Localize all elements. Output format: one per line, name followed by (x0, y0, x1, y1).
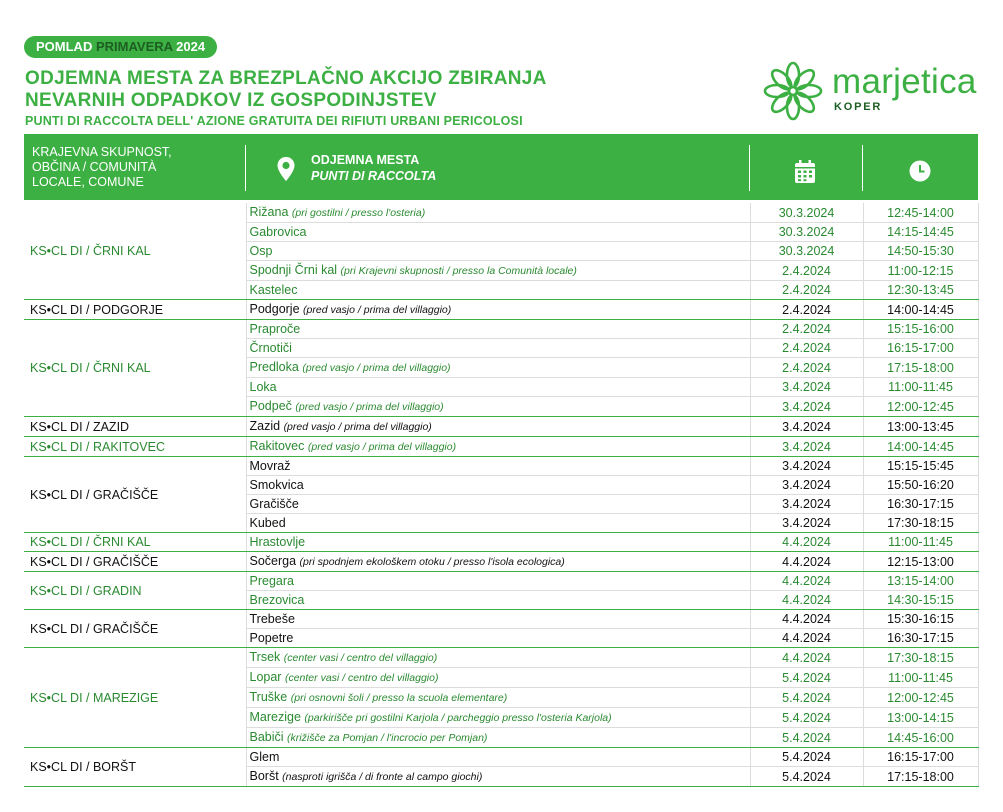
location-name: Sočerga (249, 554, 297, 568)
location-cell (246, 572, 750, 591)
date-cell: 2.4.2024 (750, 300, 863, 320)
title-line-2: NEVARNIH ODPADKOV IZ GOSPODINJSTEV (25, 90, 437, 111)
time-cell: 12:00-12:45 (863, 688, 978, 708)
time-cell: 13:15-14:00 (863, 572, 978, 591)
location-name: Trsek (249, 650, 281, 664)
location-cell (246, 457, 750, 476)
time-cell: 14:15-14:45 (863, 223, 978, 242)
header-divider (245, 145, 246, 191)
area-cell: KS•CL DI / GRAČIŠČE (24, 457, 246, 533)
date-cell: 30.3.2024 (750, 223, 863, 242)
time-cell: 16:30-17:15 (863, 495, 978, 514)
date-cell: 4.4.2024 (750, 610, 863, 629)
location-cell (246, 223, 750, 242)
date-cell: 4.4.2024 (750, 629, 863, 648)
time-cell: 13:00-14:15 (863, 708, 978, 728)
time-cell: 11:00-12:15 (863, 261, 978, 281)
date-cell: 4.4.2024 (750, 648, 863, 668)
location-cell (246, 320, 750, 339)
location-note: (pred vasjo / prima del villaggio) (307, 441, 457, 453)
header-loc-title: ODJEMNA MESTA (311, 153, 420, 167)
location-name: Brezovica (249, 593, 305, 607)
table-row (24, 552, 978, 572)
date-cell: 5.4.2024 (750, 668, 863, 688)
time-cell: 12:45-14:00 (863, 203, 978, 223)
time-cell: 14:45-16:00 (863, 728, 978, 748)
table-row (24, 417, 978, 437)
location-name: Črnotiči (249, 341, 292, 355)
date-cell: 3.4.2024 (750, 417, 863, 437)
date-cell: 3.4.2024 (750, 495, 863, 514)
time-cell: 11:00-11:45 (863, 533, 978, 552)
date-cell: 4.4.2024 (750, 591, 863, 610)
location-cell (246, 378, 750, 397)
time-cell: 17:30-18:15 (863, 648, 978, 668)
location-name: Marezige (249, 710, 301, 724)
location-name: Osp (249, 244, 273, 258)
location-name: Pregara (249, 574, 294, 588)
time-cell: 17:30-18:15 (863, 514, 978, 533)
logo-name: marjetica (832, 62, 977, 101)
area-cell: KS•CL DI / BORŠT (24, 748, 246, 787)
header-area-line-3: LOCALE, COMUNE (32, 175, 144, 189)
location-cell (246, 261, 750, 281)
header-locations (311, 152, 436, 184)
header-divider (749, 145, 750, 191)
location-note: (pri spodnjem ekološkem otoku / presso l'isola ecologica) (299, 556, 565, 568)
badge-year: 2024 (176, 39, 206, 54)
location-cell (246, 339, 750, 358)
flower-logo-icon (762, 60, 824, 122)
date-cell: 2.4.2024 (750, 339, 863, 358)
time-cell: 14:00-14:45 (863, 437, 978, 457)
date-cell: 3.4.2024 (750, 397, 863, 417)
table-row (24, 437, 978, 457)
location-name: Praproče (249, 322, 301, 336)
time-cell: 16:30-17:15 (863, 629, 978, 648)
location-cell (246, 552, 750, 572)
table-row (24, 610, 978, 629)
location-name: Podgorje (249, 302, 300, 316)
time-cell: 15:15-15:45 (863, 457, 978, 476)
location-note: (pred vasjo / prima del villaggio) (303, 304, 452, 316)
location-pin-icon (276, 156, 296, 182)
date-cell: 5.4.2024 (750, 728, 863, 748)
date-cell: 2.4.2024 (750, 358, 863, 378)
area-cell: KS•CL DI / GRADIN (24, 572, 246, 610)
time-cell: 15:30-16:15 (863, 610, 978, 629)
date-cell: 30.3.2024 (750, 242, 863, 261)
location-note: (pri osnovni šoli / presso la scuola elementare) (290, 692, 508, 704)
location-cell (246, 748, 750, 767)
table-row (24, 203, 978, 223)
location-name: Trebeše (249, 612, 295, 626)
location-cell (246, 242, 750, 261)
location-note: (nasproti igrišča / di fronte al campo giochi) (282, 771, 483, 783)
date-cell: 3.4.2024 (750, 476, 863, 495)
location-note: (pri gostilni / presso l'osteria) (291, 207, 426, 219)
date-cell: 5.4.2024 (750, 708, 863, 728)
header-loc-subtitle: PUNTI DI RACCOLTA (311, 169, 437, 183)
date-cell: 2.4.2024 (750, 281, 863, 300)
location-name: Zazid (249, 419, 281, 433)
location-cell (246, 514, 750, 533)
location-name: Movraž (249, 459, 291, 473)
badge-season-it: PRIMAVERA (95, 39, 173, 54)
location-cell (246, 728, 750, 748)
location-cell (246, 591, 750, 610)
area-cell: KS•CL DI / ČRNI KAL (24, 320, 246, 417)
header-area-line-2: OBČINA / COMUNITÀ (32, 160, 157, 174)
location-cell (246, 300, 750, 320)
date-cell: 5.4.2024 (750, 767, 863, 787)
time-cell: 15:50-16:20 (863, 476, 978, 495)
area-cell: KS•CL DI / GRAČIŠČE (24, 610, 246, 648)
date-cell: 4.4.2024 (750, 533, 863, 552)
location-note: (pred vasjo / prima del villaggio) (295, 401, 444, 413)
area-cell: KS•CL DI / MAREZIGE (24, 648, 246, 748)
table-row (24, 572, 978, 591)
location-cell (246, 397, 750, 417)
area-cell: KS•CL DI / GRAČIŠČE (24, 552, 246, 572)
header-area (32, 145, 232, 190)
location-name: Predloka (249, 360, 299, 374)
header-area-line-1: KRAJEVNA SKUPNOST, (32, 145, 172, 159)
time-cell: 12:30-13:45 (863, 281, 978, 300)
location-name: Lopar (249, 670, 282, 684)
location-note: (parkirišče pri gostilni Karjola / parcheggio presso l'osteria Karjola) (304, 712, 612, 724)
location-name: Loka (249, 380, 277, 394)
area-cell: KS•CL DI / RAKITOVEC (24, 437, 246, 457)
date-cell: 3.4.2024 (750, 514, 863, 533)
marjetica-logo (762, 60, 977, 120)
location-cell (246, 495, 750, 514)
location-cell (246, 417, 750, 437)
date-cell: 4.4.2024 (750, 572, 863, 591)
time-cell: 12:00-12:45 (863, 397, 978, 417)
table-row (24, 457, 978, 476)
location-note: (pred vasjo / prima del villaggio) (302, 362, 451, 374)
area-cell: KS•CL DI / ČRNI KAL (24, 203, 246, 300)
location-cell (246, 437, 750, 457)
location-note: (križišče za Pomjan / l'incrocio per Pomjan) (287, 732, 488, 744)
location-cell (246, 688, 750, 708)
location-name: Kastelec (249, 283, 298, 297)
location-cell (246, 476, 750, 495)
table-row (24, 300, 978, 320)
location-name: Podpeč (249, 399, 292, 413)
time-cell: 15:15-16:00 (863, 320, 978, 339)
area-cell: KS•CL DI / ČRNI KAL (24, 533, 246, 552)
location-cell (246, 767, 750, 787)
table-header (24, 134, 978, 200)
location-cell (246, 629, 750, 648)
location-name: Gabrovica (249, 225, 307, 239)
location-cell (246, 281, 750, 300)
date-cell: 3.4.2024 (750, 457, 863, 476)
title-line-1: ODJEMNA MESTA ZA BREZPLAČNO AKCIJO ZBIRANJA (25, 68, 547, 89)
location-name: Babiči (249, 730, 284, 744)
date-cell: 5.4.2024 (750, 748, 863, 767)
logo-subname: KOPER (834, 101, 883, 113)
date-cell: 30.3.2024 (750, 203, 863, 223)
location-cell (246, 610, 750, 629)
location-name: Popetre (249, 631, 294, 645)
table-row (24, 748, 978, 767)
location-cell (246, 203, 750, 223)
page-subtitle: PUNTI DI RACCOLTA DELL' AZIONE GRATUITA DEI RIFIUTI URBANI PERICOLOSI (25, 114, 523, 128)
location-cell (246, 533, 750, 552)
location-cell (246, 708, 750, 728)
date-cell: 2.4.2024 (750, 320, 863, 339)
table-row (24, 648, 978, 668)
area-cell: KS•CL DI / ZAZID (24, 417, 246, 437)
location-name: Rakitovec (249, 439, 305, 453)
time-cell: 13:00-13:45 (863, 417, 978, 437)
location-cell (246, 648, 750, 668)
time-cell: 17:15-18:00 (863, 767, 978, 787)
table-row (24, 320, 978, 339)
area-cell: KS•CL DI / PODGORJE (24, 300, 246, 320)
date-cell: 3.4.2024 (750, 437, 863, 457)
time-cell: 16:15-17:00 (863, 748, 978, 767)
badge-season-sl: POMLAD (36, 39, 93, 54)
location-note: (center vasi / centro del villaggio) (284, 672, 439, 684)
location-note: (pri Krajevni skupnosti / presso la Comunità locale) (340, 265, 577, 277)
location-name: Truške (249, 690, 288, 704)
season-badge (24, 36, 217, 58)
time-cell: 11:00-11:45 (863, 668, 978, 688)
location-note: (pred vasjo / prima del villaggio) (283, 421, 432, 433)
date-cell: 4.4.2024 (750, 552, 863, 572)
location-name: Hrastovlje (249, 535, 306, 549)
time-cell: 11:00-11:45 (863, 378, 978, 397)
location-name: Boršt (249, 769, 279, 783)
date-cell: 3.4.2024 (750, 378, 863, 397)
location-name: Rižana (249, 205, 289, 219)
time-cell: 17:15-18:00 (863, 358, 978, 378)
calendar-icon (794, 160, 816, 184)
location-name: Spodnji Črni kal (249, 263, 338, 277)
location-name: Smokvica (249, 478, 304, 492)
date-cell: 2.4.2024 (750, 261, 863, 281)
location-name: Glem (249, 750, 280, 764)
schedule-table (24, 203, 979, 787)
location-note: (center vasi / centro del villaggio) (283, 652, 438, 664)
time-cell: 14:50-15:30 (863, 242, 978, 261)
table-row (24, 533, 978, 552)
date-cell: 5.4.2024 (750, 688, 863, 708)
location-cell (246, 668, 750, 688)
location-cell (246, 358, 750, 378)
location-name: Kubed (249, 516, 286, 530)
time-cell: 12:15-13:00 (863, 552, 978, 572)
location-name: Gračišče (249, 497, 299, 511)
time-cell: 14:30-15:15 (863, 591, 978, 610)
time-cell: 16:15-17:00 (863, 339, 978, 358)
header-divider (862, 145, 863, 191)
time-cell: 14:00-14:45 (863, 300, 978, 320)
schedule-body (24, 203, 978, 787)
page-title (25, 68, 547, 112)
clock-icon (909, 160, 931, 182)
